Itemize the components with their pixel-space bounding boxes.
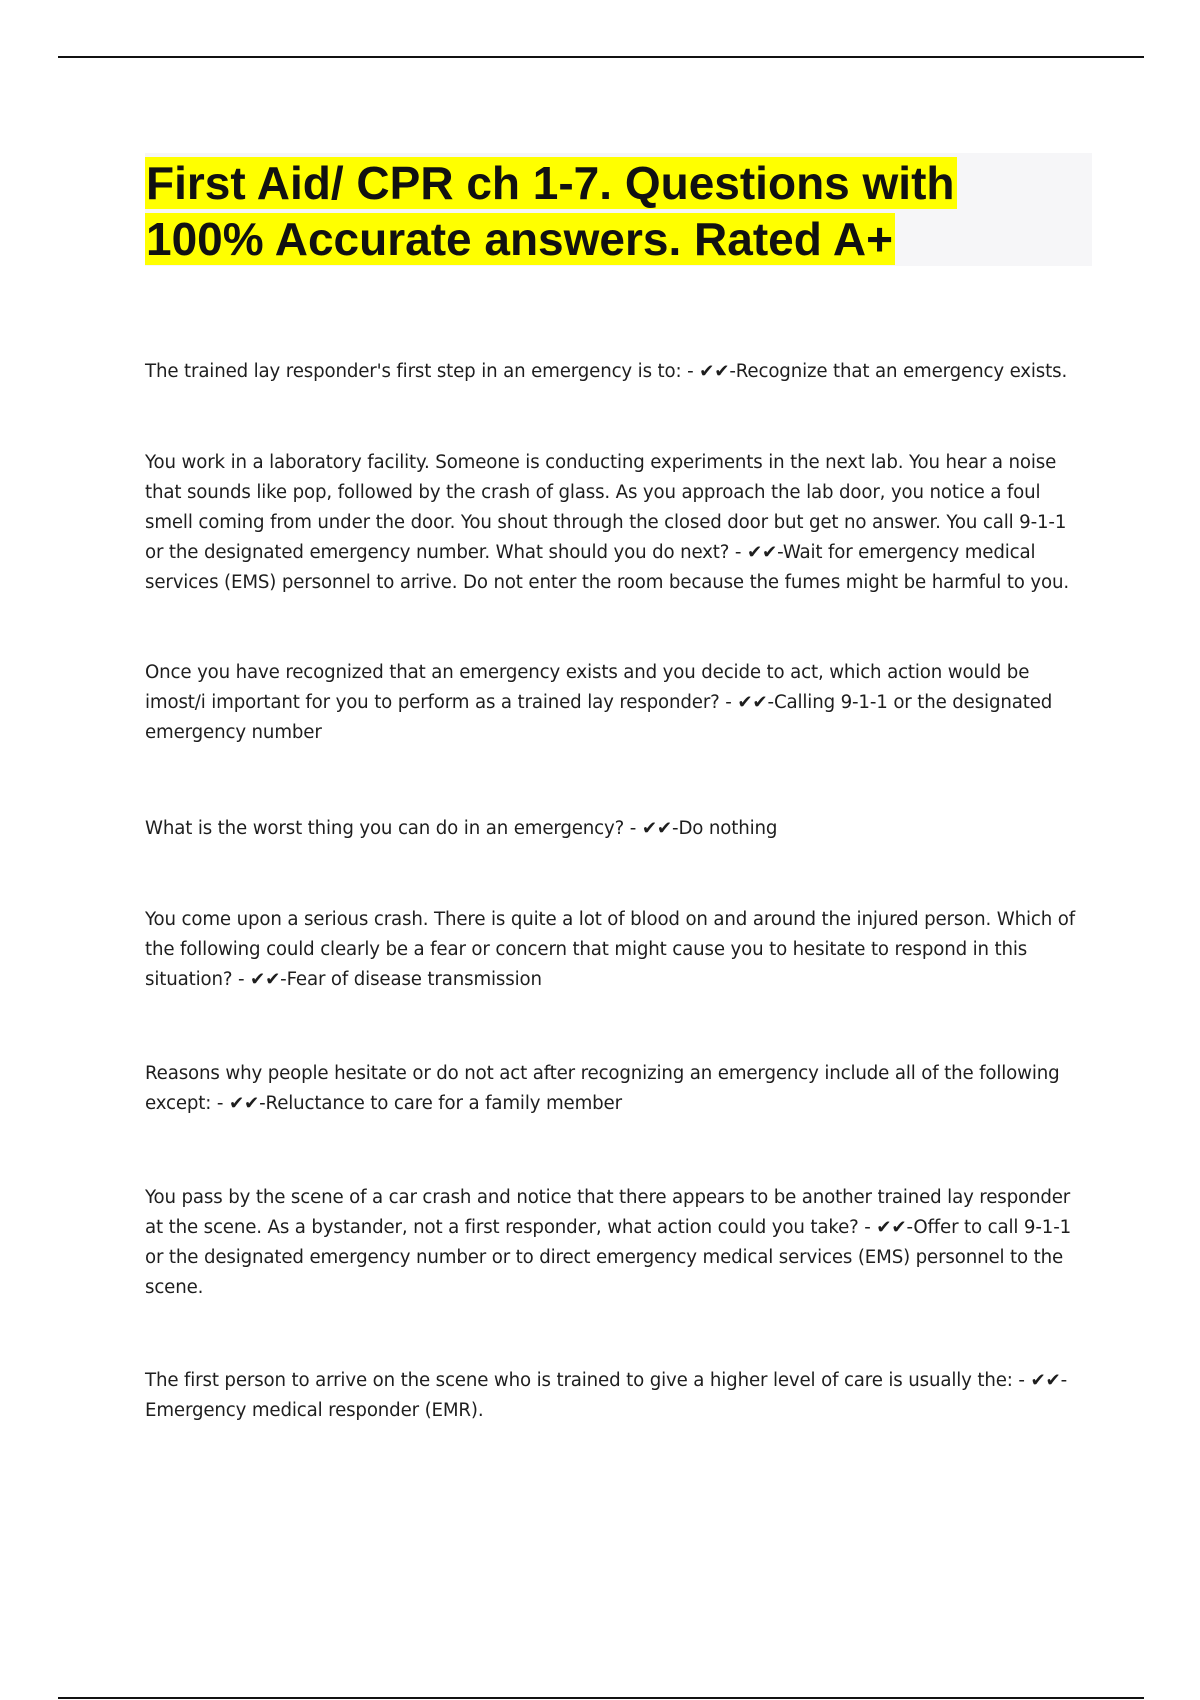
answer-text: Offer to call 9-1-1 or the designated emergency number or to direct emergency medical services (EMS) personnel to the scene.	[145, 1217, 1072, 1298]
answer-text: Fear of disease transmission	[286, 969, 542, 990]
answer-check-marks: - ✔✔-	[211, 1093, 266, 1114]
answer-text: Emergency medical responder (EMR).	[145, 1400, 484, 1421]
answer-check-marks: - ✔✔-	[729, 542, 783, 563]
qa-item-6	[145, 1059, 1090, 1119]
qa-item-8	[145, 1366, 1090, 1426]
answer-check-marks: - ✔✔-	[232, 969, 287, 990]
qa-item-1	[145, 357, 1090, 387]
document-title	[145, 155, 1045, 267]
document-title-highlight: First Aid/ CPR ch 1-7. Questions with 100% Accurate answers. Rated A+	[146, 157, 955, 265]
question-text: You work in a laboratory facility. Someone is conducting experiments in the next lab. You hear a noise that sounds like pop, followed by the crash of glass. As you approach the lab door, you notice a foul smell coming from under the door. You shout through the closed door but get no answer. You call 9-1-1 or the designated emergency number. What should you do next?	[145, 452, 1067, 563]
qa-item-3	[145, 658, 1090, 748]
qa-item-2	[145, 448, 1090, 598]
question-text: You pass by the scene of a car crash and notice that there appears to be another trained lay responder at the scene. As a bystander, not a first responder, what action could you take?	[145, 1187, 1071, 1238]
answer-check-marks: - ✔✔-	[719, 692, 774, 713]
answer-check-marks: - ✔✔-	[624, 818, 679, 839]
qa-item-5	[145, 905, 1090, 995]
question-text: You come upon a serious crash. There is quite a lot of blood on and around the injured person. Which of the following could clearly be a fear or concern that might cause you to hesitate to respond in this situation?	[145, 909, 1075, 990]
page-bottom-rule	[58, 1697, 1144, 1699]
answer-check-marks: - ✔✔-	[681, 361, 736, 382]
answer-check-marks: - ✔✔-	[1012, 1370, 1068, 1391]
answer-text: Calling 9-1-1 or the designated emergency number	[145, 692, 1053, 743]
answer-text: Recognize that an emergency exists.	[735, 361, 1068, 382]
question-text: The trained lay responder's first step in an emergency is to:	[145, 361, 682, 382]
qa-item-4	[145, 814, 1090, 844]
question-text: Once you have recognized that an emergency exists and you decide to act, which action would be imost/i important for you to perform as a trained lay responder?	[145, 662, 1030, 713]
question-text: What is the worst thing you can do in an emergency?	[145, 818, 625, 839]
answer-check-marks: - ✔✔-	[858, 1217, 914, 1238]
answer-text: Wait for emergency medical services (EMS) personnel to arrive. Do not enter the room because the fumes might be harmful to you.	[145, 542, 1070, 593]
question-text: Reasons why people hesitate or do not act after recognizing an emergency include all of the following except:	[145, 1063, 1060, 1114]
page-top-rule	[58, 56, 1144, 58]
answer-text: Do nothing	[678, 818, 778, 839]
question-text: The first person to arrive on the scene who is trained to give a higher level of care is usually the:	[145, 1370, 1013, 1391]
answer-text: Reluctance to care for a family member	[265, 1093, 622, 1114]
qa-item-7	[145, 1183, 1090, 1303]
